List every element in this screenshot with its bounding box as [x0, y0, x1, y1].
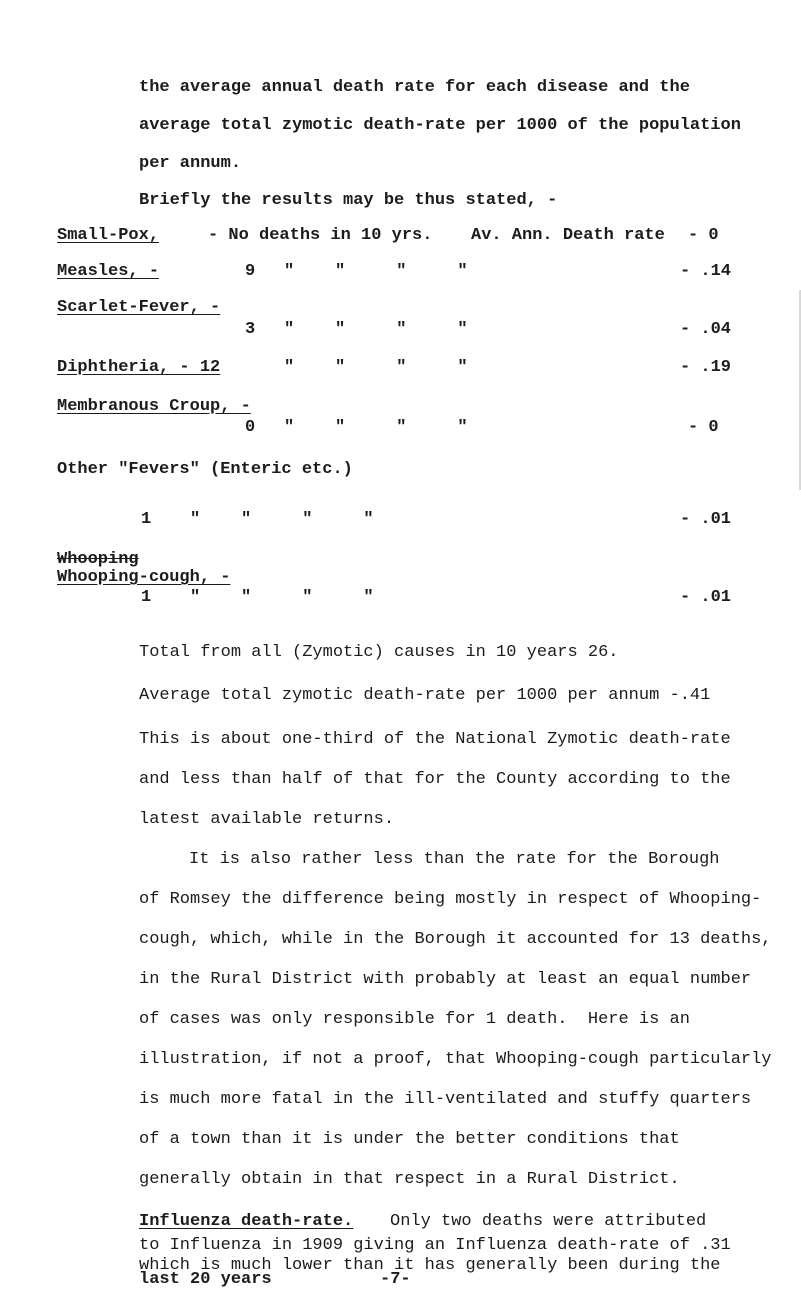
rate-diphtheria: - .19: [680, 358, 732, 377]
influenza-line-3: which is much lower than it has generally been during the: [139, 1256, 721, 1275]
disease-small-pox: Small-Pox,: [57, 226, 160, 245]
count-scarlet-fever: 3: [245, 320, 256, 339]
para2-line-6: illustration, if not a proof, that Whooping-cough particularly: [139, 1050, 772, 1069]
total-line: Total from all (Zymotic) causes in 10 years 26.: [139, 643, 619, 662]
influenza-line-1: Only two deaths were attributed: [390, 1212, 707, 1231]
para2-line-2: of Romsey the difference being mostly in respect of Whooping-: [139, 890, 762, 909]
influenza-line-4: last 20 years: [139, 1270, 272, 1289]
count-measles: 9: [245, 262, 256, 281]
intro-line-1: the average annual death rate for each disease and the: [139, 78, 690, 97]
count-other-fevers: 1: [141, 510, 152, 529]
para2-line-3: cough, which, while in the Borough it accounted for 13 deaths,: [139, 930, 772, 949]
ditto-small-pox: Av. Ann. Death rate: [471, 226, 665, 245]
ditto-diphtheria: " " " ": [284, 358, 468, 377]
para2-line-7: is much more fatal in the ill-ventilated and stuffy quarters: [139, 1090, 752, 1109]
ditto-membranous-croup: " " " ": [284, 418, 468, 437]
para2-line-8: of a town than it is under the better conditions that: [139, 1130, 680, 1149]
count-whooping-cough: 1: [141, 588, 152, 607]
disease-membranous-croup: Membranous Croup, -: [57, 397, 251, 416]
para1-line-3: latest available returns.: [139, 810, 395, 829]
ditto-scarlet-fever: " " " ": [284, 320, 468, 339]
page-number: -7-: [380, 1270, 411, 1289]
rate-small-pox: - 0: [688, 226, 719, 245]
intro-line-4: Briefly the results may be thus stated, -: [139, 191, 558, 210]
intro-line-3: per annum.: [139, 154, 242, 173]
rate-other-fevers: - .01: [680, 510, 732, 529]
disease-measles: Measles, -: [57, 262, 160, 281]
disease-whooping-cough: Whooping-cough, -: [57, 568, 231, 587]
para2-line-4: in the Rural District with probably at least an equal number: [139, 970, 752, 989]
intro-line-2: average total zymotic death-rate per 1000 of the population: [139, 116, 741, 135]
rate-membranous-croup: - 0: [688, 418, 719, 437]
rate-measles: - .14: [680, 262, 732, 281]
influenza-line-2: to Influenza in 1909 giving an Influenza death-rate of .31: [139, 1236, 731, 1255]
ditto-whooping-cough: " " " ": [190, 588, 374, 607]
count-small-pox: - No deaths in 10 yrs.: [208, 226, 433, 245]
disease-scarlet-fever: Scarlet-Fever, -: [57, 298, 221, 317]
para2-line-1: It is also rather less than the rate for the Borough: [189, 850, 720, 869]
disease-whooping-struck: Whooping: [57, 550, 139, 569]
rate-scarlet-fever: - .04: [680, 320, 732, 339]
ditto-other-fevers: " " " ": [190, 510, 374, 529]
count-membranous-croup: 0: [245, 418, 256, 437]
ditto-measles: " " " ": [284, 262, 468, 281]
para2-line-5: of cases was only responsible for 1 death. Here is an: [139, 1010, 690, 1029]
para1-line-1: This is about one-third of the National Zymotic death-rate: [139, 730, 731, 749]
disease-other-fevers: Other "Fevers" (Enteric etc.): [57, 460, 353, 479]
para2-line-9: generally obtain in that respect in a Rural District.: [139, 1170, 680, 1189]
influenza-heading: Influenza death-rate.: [139, 1212, 354, 1231]
rate-whooping-cough: - .01: [680, 588, 732, 607]
para1-line-2: and less than half of that for the County according to the: [139, 770, 731, 789]
disease-diphtheria: Diphtheria, - 12: [57, 358, 221, 377]
average-total-line: Average total zymotic death-rate per 1000 per annum -.41: [139, 686, 711, 705]
